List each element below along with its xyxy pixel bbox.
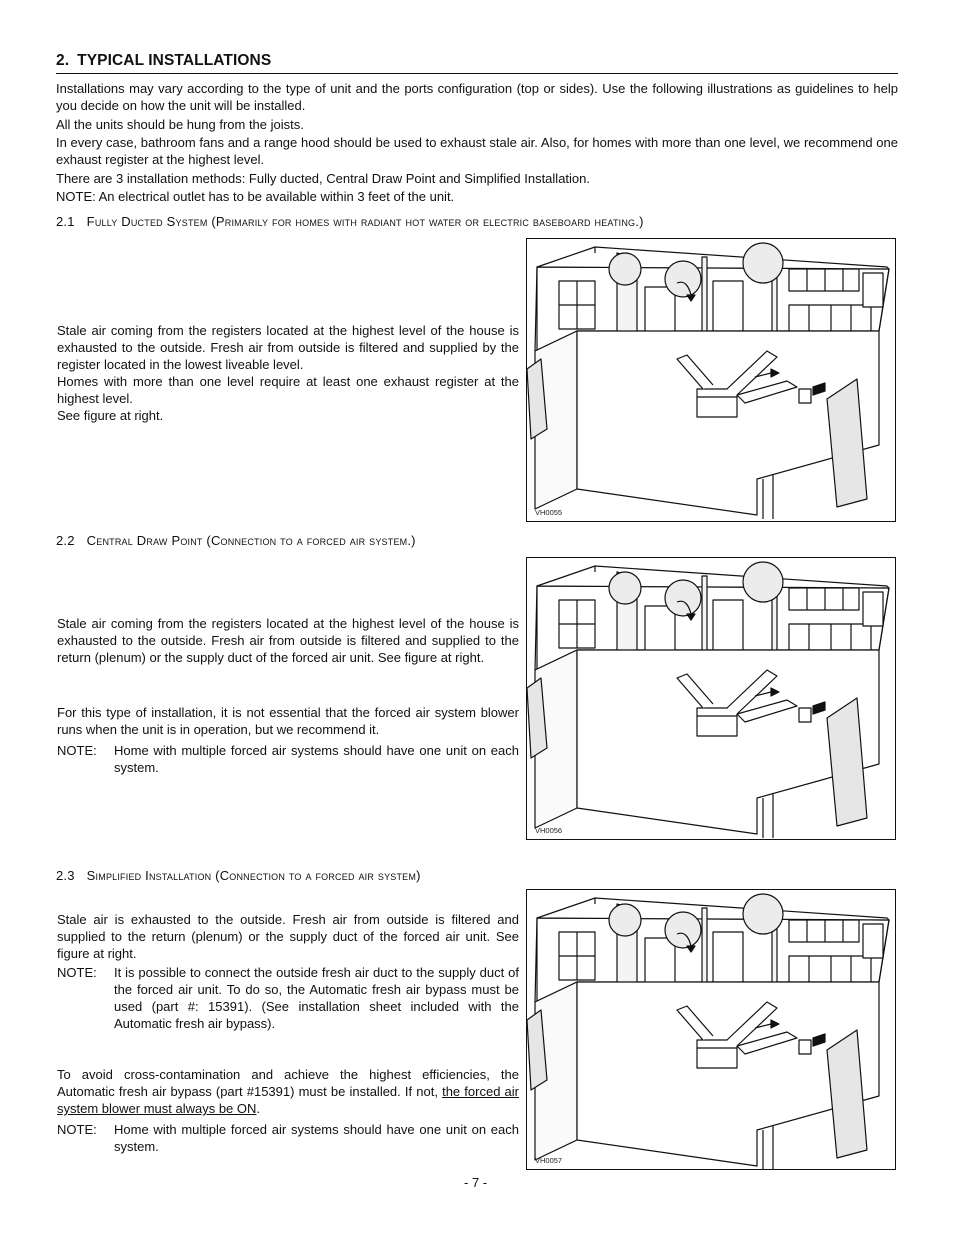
subsection-number: 2.3 (56, 868, 75, 883)
body-paragraph: Stale air is exhausted to the outside. Fresh air from outside is filtered and supplied to the return (plenum) or the supply duct of the forced air unit. See figure at right. (57, 912, 519, 961)
note (57, 742, 519, 776)
subsection-number: 2.1 (56, 214, 75, 229)
figure-code: VH0056 (535, 826, 563, 835)
figure-code: VH0055 (535, 508, 563, 517)
intro-paragraph: Installations may vary according to the type of unit and the ports configuration (top or sides). Use the following illustrations as guidelines to help you decide on how the unit will be installed. (56, 81, 898, 113)
body-paragraph (57, 1066, 519, 1117)
subsection-heading-2-3 (56, 868, 421, 883)
intro-paragraph: All the units should be hung from the joists. (56, 116, 304, 132)
body-text: To avoid cross-contamination and achieve the highest efficiencies, the Automatic fresh air bypass (part #15391) must be installed. If not, (57, 1067, 519, 1099)
note-label: NOTE: (57, 965, 97, 980)
figure-central-draw-point (526, 557, 896, 840)
underlined-text: the forced air system blower must always be ON (57, 1084, 520, 1116)
note-label: NOTE: (57, 1122, 97, 1137)
body-paragraph: See figure at right. (57, 408, 164, 423)
subsection-heading-2-1 (56, 214, 644, 229)
figure-simplified-installation (526, 889, 896, 1170)
note-text: Home with multiple forced air systems should have one unit on each system. (114, 743, 519, 775)
subsection-body-2-3 (57, 911, 519, 1155)
subsection-heading-2-2 (56, 533, 416, 548)
body-paragraph: Homes with more than one level require at least one exhaust register at the highest level. (57, 374, 519, 406)
subsection-title: Central Draw Point (Connection to a forced air system.) (86, 533, 416, 548)
subsection-number: 2.2 (56, 533, 75, 548)
intro-text (56, 80, 898, 207)
heading-number: 2. (56, 52, 70, 69)
body-paragraph: For this type of installation, it is not essential that the forced air system blower runs when the unit is in operation, but we recommend it. (57, 705, 519, 737)
section-heading (56, 52, 898, 74)
figure-code: VH0057 (535, 1156, 563, 1165)
body-text: . (256, 1101, 261, 1116)
page-number: - 7 - (464, 1175, 488, 1190)
intro-paragraph: There are 3 installation methods: Fully ducted, Central Draw Point and Simplified Installation. (56, 170, 590, 186)
subsection-body-2-1 (57, 322, 519, 424)
intro-paragraph: In every case, bathroom fans and a range hood should be used to exhaust stale air. Also, for homes with more than one level, we recommend one exhaust register at the highest level. (56, 135, 898, 167)
subsection-title: Fully Ducted System (Primarily for homes with radiant hot water or electric baseboard heating.) (86, 214, 644, 229)
note (57, 1121, 519, 1155)
heading-title: TYPICAL INSTALLATIONS (77, 52, 272, 69)
subsection-body-2-2 (57, 615, 519, 776)
house-illustration-icon (527, 239, 895, 521)
house-illustration-icon (527, 890, 895, 1169)
body-paragraph: Stale air coming from the registers located at the highest level of the house is exhausted to the outside. Fresh air from outside is filtered and supplied to the return (plenum) or the supply duct of the forced air unit. See figure at right. (57, 616, 519, 665)
note-text: Home with multiple forced air systems should have one unit on each system. (114, 1122, 519, 1154)
house-illustration-icon (527, 558, 895, 839)
intro-paragraph: NOTE: An electrical outlet has to be available within 3 feet of the unit. (56, 189, 455, 204)
figure-fully-ducted (526, 238, 896, 522)
note-text: It is possible to connect the outside fresh air duct to the supply duct of the forced air unit. To do so, the Automatic fresh air bypass must be used (part #: 15391). (See installation sheet included with the Automatic fresh air bypass). (114, 965, 519, 1031)
body-paragraph: Stale air coming from the registers located at the highest level of the house is exhausted to the outside. Fresh air from outside is filtered and supplied by the register located in the lowest liveable level. (57, 323, 519, 372)
note-label: NOTE: (57, 743, 97, 758)
subsection-title: Simplified Installation (Connection to a forced air system) (86, 868, 421, 883)
note (57, 964, 519, 1032)
